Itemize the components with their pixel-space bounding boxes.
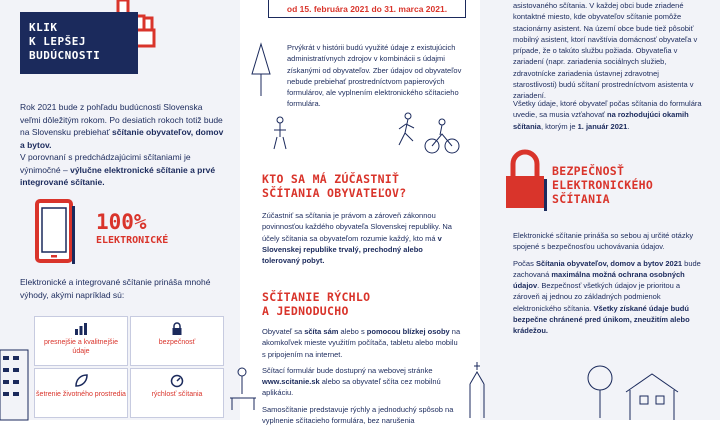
hero-line-3: BUDÚCNOSTI	[29, 49, 101, 62]
chart-icon	[74, 322, 88, 335]
benefits-text: Elektronické a integrované sčítanie prináša mnohé výhody, akými napríklad sú:	[20, 277, 211, 300]
heading-security	[552, 164, 653, 206]
bench-illustration	[220, 364, 260, 420]
electronic-badge	[96, 210, 168, 247]
text-bold: Sčítania obyvateľov, domov a bytov 2021	[535, 258, 683, 268]
building-illustration	[0, 340, 32, 420]
percent-value: 100%	[96, 210, 147, 234]
text-bold: Všetky získané údaje budú bezpečne chránené pred únikom, zneužitím alebo krádežou.	[513, 303, 690, 336]
text: alebo sa obyvateľ sčíta cez mobilnú aplikáciu.	[262, 377, 441, 398]
text: Všetky údaje, ktoré obyvateľ počas sčítania do formulára uvedie, sa musia vzťahovať	[513, 99, 702, 120]
date-range: od 15. februára 2021 do 31. marca 2021.	[268, 0, 466, 18]
heading-line: BEZPEČNOSŤ	[552, 164, 625, 178]
benefit-item-environment	[34, 368, 128, 418]
text-bold: v Slovenskej republike trvalý, prechodný alebo tolerovaný pobyt.	[262, 233, 442, 266]
speed-icon	[170, 374, 184, 387]
text: alebo s	[338, 327, 367, 336]
text-bold: sčíta sám	[304, 327, 339, 336]
heading-line: A JEDNODUCHO	[262, 304, 349, 318]
waiter-illustration	[266, 112, 296, 152]
benefit-item-speed	[130, 368, 224, 418]
heading-line: ELEKTRONICKÉHO	[552, 178, 654, 192]
intro-p1: Rok 2021 bude z pohľadu budúcnosti Slovenska veľmi dôležitým rokom. Po desiatich rokoch totiž bude na Slovensku prebiehať	[20, 102, 223, 137]
church-illustration	[462, 360, 492, 420]
tree-illustration	[244, 40, 278, 100]
text-bold: na rozhodujúci okamih sčítania	[513, 110, 689, 131]
text-bold: 1. január 2021	[577, 121, 628, 131]
intro-text	[20, 101, 225, 189]
security-paragraph	[513, 230, 705, 342]
heading-line: SČÍTANIA	[552, 192, 610, 206]
text: , ktorým je	[540, 121, 578, 131]
decisive-moment-paragraph	[513, 98, 703, 132]
website-link[interactable]: www.scitanie.sk	[262, 377, 320, 387]
hero-line-1: KLIK	[29, 21, 58, 34]
text: Elektronické sčítanie prináša so sebou aj určité otázky spojené s bezpečnosťou uchovávania údajov.	[513, 231, 694, 252]
benefit-label: rýchlosť sčítania	[151, 391, 203, 398]
text: . Bezpečnosť všetkých údajov je prioritou a zároveň aj jednou zo základných podmienok elektronického sčítania.	[513, 281, 681, 313]
participation-paragraph	[262, 210, 462, 266]
intro-p2-bold: výlučne elektronické sčítanie a prvé integrované sčítanie.	[20, 164, 216, 187]
smartphone-icon	[34, 198, 78, 266]
text: Sčítací formulár bude dostupný na webovej stránke	[262, 365, 433, 375]
house-illustration	[622, 370, 682, 420]
runner-illustration	[392, 110, 422, 154]
heading-line: SČÍTANIA OBYVATEĽOV?	[262, 186, 407, 200]
text: Počas	[513, 258, 536, 268]
history-paragraph: Prvýkrát v histórii budú využité údaje z existujúcich administratívnych zdrojov v kombinácii s údajmi získanými od obyvateľov. Zber údajov od obyvateľov nebude prebiehať prostredníctvom papierových formulárov, ale vyplnením elektronického sčítacieho formulára.	[287, 43, 462, 109]
benefit-item-data	[34, 316, 128, 366]
benefit-label: šetrenie životného prostredia	[36, 391, 126, 398]
intro-p2: V porovnaní s predchádzajúcimi sčítaniami je výnimočné –	[20, 152, 191, 175]
self-census-paragraph	[262, 326, 462, 431]
text: Obyvateľ sa	[262, 327, 305, 336]
text: .	[627, 121, 630, 131]
assisted-census-paragraph: asistovaného sčítania. V každej obci bude zriadené kontaktné miesto, kde obyvateľov sčítanie pomôže stacionárny asistent. Na území obce bude tiež pôsobiť mobilný asistent, ktorí navštívia domácnosť obyvateľa v prípade, že o takúto službu požiada. Obyvateľia v zariadení (napr. zariadenia sociálnych služieb, zdravotnícke zariadenia ústavnej zdravotnej starostlivosti) budú sčítaní prostredníctvom asistenta v zariadení.	[513, 1, 698, 101]
benefit-item-security	[130, 316, 224, 366]
tree-illustration	[582, 362, 618, 420]
leaf-icon	[74, 374, 88, 387]
benefit-label: bezpečnosť	[158, 339, 196, 346]
lock-icon	[170, 322, 184, 335]
percent-label: ELEKTRONICKÉ	[96, 235, 169, 246]
text: na akomkoľvek mieste využitím počítača, tabletu alebo mobilu s pripojením na internet.	[262, 327, 461, 359]
text: Samosčítanie predstavuje rýchly a jednoduchý spôsob na vyplnenie sčítacieho formulára, bez narušenia	[262, 404, 454, 426]
hero-banner	[20, 12, 138, 74]
text: Zúčastniť sa sčítania je právom a zároveň zákonnou povinnosťou každého obyvateľa Slovenskej republiky. Na účely sčítania sa obyvateľom rozumie každý, kto má	[262, 211, 452, 243]
padlock-icon	[503, 146, 547, 212]
heading-who-participates	[262, 172, 406, 200]
text-bold: maximálna možná ochrana osobných údajov	[513, 269, 685, 291]
text-bold: pomocou blízkej osoby	[366, 327, 450, 336]
intro-p1-bold: sčítanie obyvateľov, domov a bytov.	[20, 127, 224, 150]
hero-line-2: K LEPŠEJ	[29, 35, 86, 48]
benefit-label: presnejšie a kvalitnejšie údaje	[44, 339, 118, 355]
heading-fast-simple	[262, 290, 370, 318]
cyclist-illustration	[424, 116, 460, 156]
heading-line: SČÍTANIE RÝCHLO	[262, 290, 371, 304]
text: bude zachovaná	[513, 258, 701, 279]
heading-line: KTO SA MÁ ZÚČASTNIŤ	[262, 172, 400, 186]
